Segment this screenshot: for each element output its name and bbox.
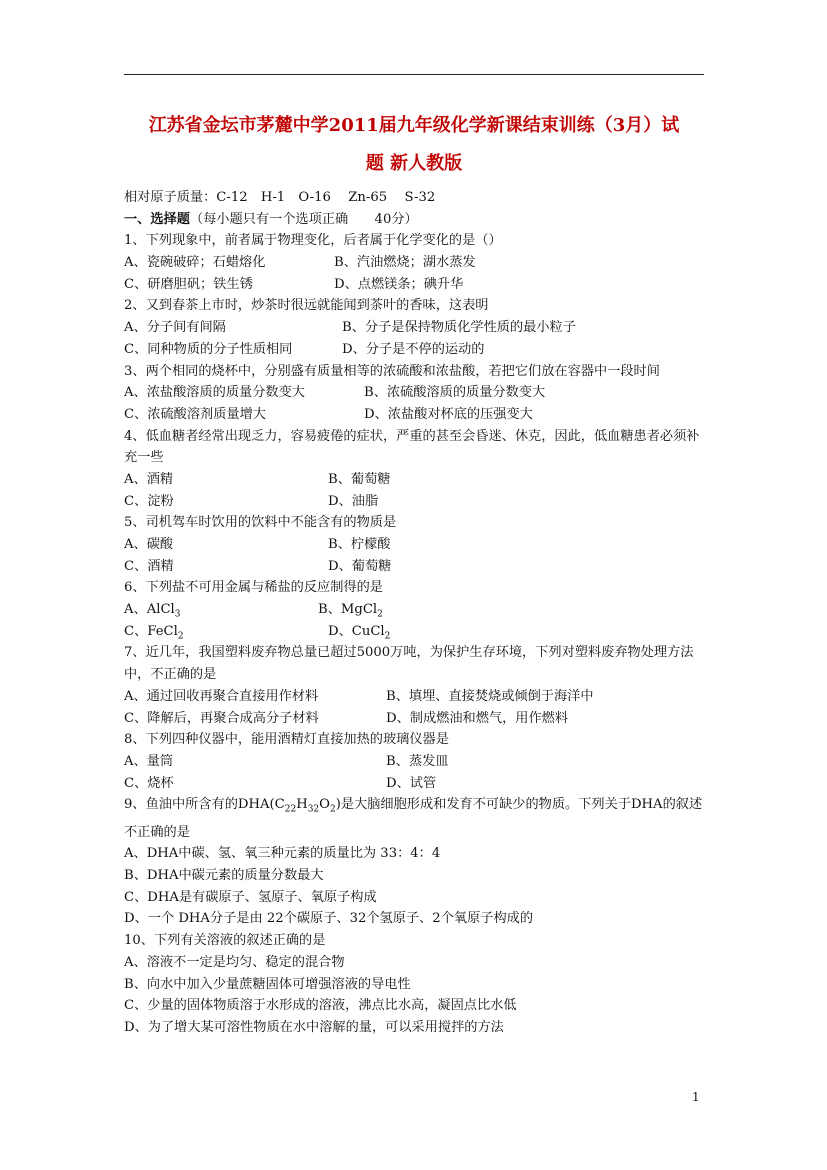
option: D、CuCl$_2$ [328, 623, 391, 642]
option: B、蒸发皿 [386, 753, 449, 769]
option: A、通过回收再聚合直接用作材料 [124, 688, 319, 704]
option-row [124, 773, 708, 795]
section-label: 一、选择题 [124, 211, 190, 227]
option: B、DHA中碳元素的质量分数最大 [124, 868, 324, 884]
option: D、分子是不停的运动的 [342, 341, 485, 357]
document-body [124, 187, 708, 1039]
option: D、葡萄糖 [328, 558, 392, 574]
option: A、量筒 [124, 753, 174, 769]
option: B、MgCl$_2$ [318, 602, 383, 620]
question-stem: 5、司机驾车时饮用的饮料中不能含有的物质是 [124, 515, 397, 531]
page-number: 1 [692, 1090, 700, 1104]
option: B、葡萄糖 [328, 471, 391, 487]
option-row [124, 751, 708, 773]
option: B、向水中加入少量蔗糖固体可增强溶液的导电性 [124, 976, 411, 992]
option: B、柠檬酸 [328, 537, 391, 553]
option-row [124, 274, 708, 296]
option: C、浓硫酸溶剂质量增大 [124, 406, 266, 422]
question-stem: 4、低血糖者经常出现乏力，容易疲倦的症状，严重的甚至会昏迷、休克，因此，低血糖患者必须补充一些 [124, 428, 700, 466]
option: C、烧杯 [124, 775, 174, 791]
option: D、点燃镁条；碘升华 [334, 276, 464, 292]
question-stem: 6、下列盐不可用金属与稀盐的反应制得的是 [124, 580, 383, 596]
option: C、少量的固体物质溶于水形成的溶液，沸点比水高，凝固点比水低 [124, 998, 517, 1014]
option: A、溶液不一定是均匀、稳定的混合物 [124, 954, 345, 970]
option: D、油脂 [328, 493, 379, 509]
option-row [124, 252, 708, 274]
section-heading [124, 209, 708, 231]
question-stem: 8、下列四种仪器中，能用酒精灯直接加热的玻璃仪器是 [124, 732, 449, 748]
option: C、DHA是有碳原子、氢原子、氧原子构成 [124, 889, 377, 905]
option: A、酒精 [124, 471, 174, 487]
option-row [124, 469, 708, 491]
option-row [124, 599, 708, 621]
question-stem: 1、下列现象中，前者属于物理变化，后者属于化学变化的是（） [124, 233, 502, 249]
option: B、分子是保持物质化学性质的最小粒子 [342, 320, 576, 336]
question-stem: 2、又到春茶上市时，炒茶时很远就能闻到茶叶的香味，这表明 [124, 298, 489, 314]
page-title-line1: 江苏省金坛市茅麓中学2011届九年级化学新课结束训练（3月）试 [148, 115, 680, 136]
question-stem: 3、两个相同的烧杯中，分别盛有质量相等的浓硫酸和浓盐酸，若把它们放在容器中一段时间 [124, 363, 660, 379]
option: D、一个 DHA分子是由 22个碳原子、32个氢原子、2个氧原子构成的 [124, 911, 534, 927]
option: A、浓盐酸溶质的质量分数变大 [124, 385, 305, 401]
question-stem: 10、下列有关溶液的叙述正确的是 [124, 933, 326, 949]
option-row [124, 534, 708, 556]
option: A、分子间有间隔 [124, 320, 226, 336]
option-row [124, 686, 708, 708]
option: A、DHA中碳、氢、氧三种元素的质量比为 33：4：4 [124, 846, 441, 862]
section-note: （每小题只有一个选项正确 40分） [189, 211, 418, 227]
option: B、汽油燃烧；湖水蒸发 [334, 255, 476, 271]
option-row [124, 708, 708, 730]
option-row [124, 404, 708, 426]
option-row [124, 621, 708, 643]
option: A、瓷碗破碎；石蜡熔化 [124, 255, 266, 271]
atomic-mass-line: 相对原子质量：C-12 H-1 O-16 Zn-65 S-32 [124, 190, 436, 205]
option: D、试管 [386, 775, 437, 791]
option-row [124, 317, 708, 339]
option: D、制成燃油和燃气，用作燃料 [386, 710, 569, 726]
option: C、同种物质的分子性质相同 [124, 341, 293, 357]
option: D、浓盐酸对杯底的压强变大 [364, 406, 533, 422]
option-row [124, 339, 708, 361]
option-row [124, 556, 708, 578]
question-stem: 7、近几年，我国塑料废弃物总量已超过5000万吨，为保护生存环境，下列对塑料废弃物处理方法中，不正确的是 [124, 645, 694, 683]
page-title-line2: 题 新人教版 [365, 153, 463, 174]
option: A、AlCl$_3$ [124, 602, 181, 620]
option: C、FeCl$_2$ [124, 623, 184, 642]
option: A、碳酸 [124, 537, 174, 553]
option: C、降解后，再聚合成高分子材料 [124, 710, 319, 726]
header-rule [124, 74, 704, 75]
option: B、浓硫酸溶质的质量分数变大 [364, 385, 546, 401]
option: C、淀粉 [124, 493, 174, 509]
option-row [124, 382, 708, 404]
option: B、填埋、直接焚烧或倾倒于海洋中 [386, 688, 594, 704]
option: C、酒精 [124, 558, 174, 574]
question-stem: 9、鱼油中所含有的$DHA(C_{22}H_{32}O_2)$是大脑细胞形成和发育不可缺少的物质。下列关于DHA的叙述不正确的是 [124, 797, 703, 840]
option-row [124, 491, 708, 513]
option: D、为了增大某可溶性物质在水中溶解的量，可以采用搅拌的方法 [124, 1019, 504, 1035]
option: C、研磨胆矾；铁生锈 [124, 276, 253, 292]
